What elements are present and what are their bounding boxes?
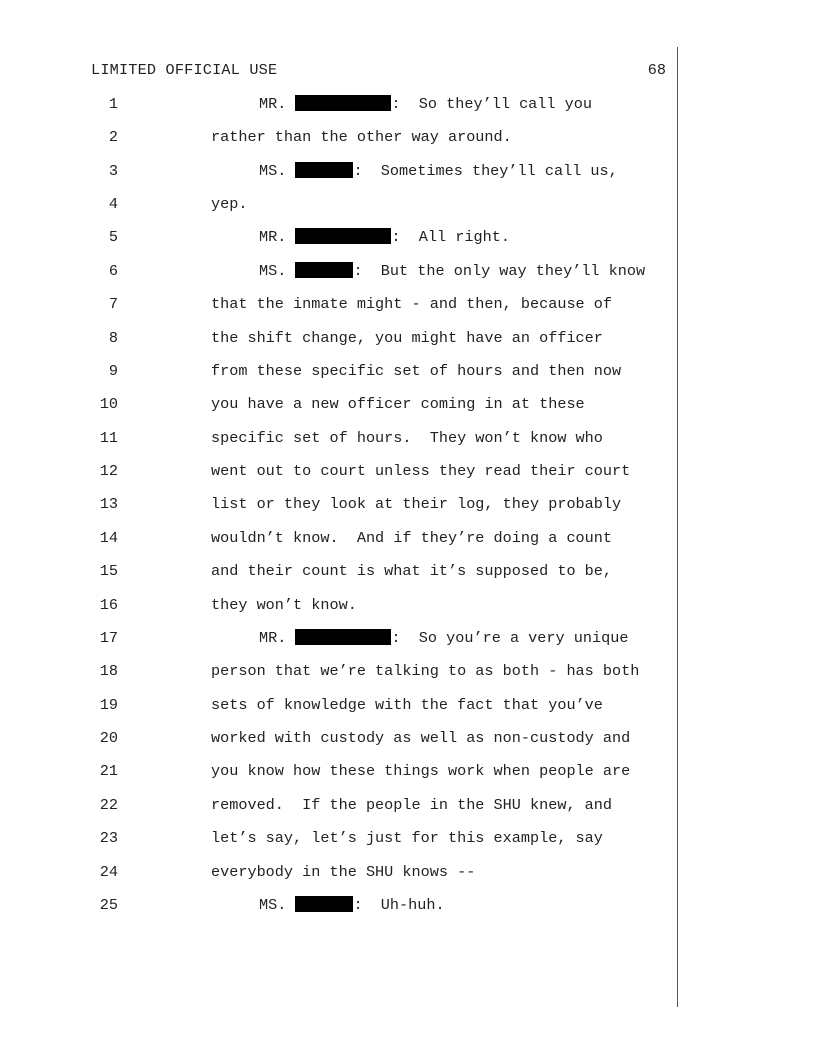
line-text: the shift change, you might have an officer — [211, 329, 603, 347]
line-text: you have a new officer coming in at these — [211, 395, 585, 413]
line-number: 15 — [99, 562, 118, 580]
line-text: wouldn’t know. And if they’re doing a count — [211, 529, 613, 547]
transcript-line — [0, 629, 816, 649]
speaker-line — [259, 95, 592, 113]
speaker-label: MR. — [259, 629, 287, 647]
transcript-line — [0, 495, 816, 515]
transcript-line — [0, 462, 816, 482]
line-text: : So you’re a very unique — [391, 629, 629, 647]
line-number: 3 — [108, 162, 118, 180]
transcript-line — [0, 195, 816, 215]
page-number: 68 — [647, 61, 666, 79]
transcript-line — [0, 295, 816, 315]
transcript-line — [0, 362, 816, 382]
line-number: 8 — [108, 329, 118, 347]
speaker-line — [259, 262, 645, 280]
transcript-line — [0, 429, 816, 449]
line-number: 13 — [99, 495, 118, 513]
redaction-box — [295, 629, 391, 645]
line-number: 17 — [99, 629, 118, 647]
line-text: : But the only way they’ll know — [353, 262, 646, 280]
line-text: you know how these things work when people are — [211, 762, 631, 780]
speaker-label: MS. — [259, 262, 287, 280]
speaker-label: MS. — [259, 896, 287, 914]
speaker-line — [259, 162, 618, 180]
transcript-line — [0, 395, 816, 415]
line-number: 7 — [108, 295, 118, 313]
speaker-line — [259, 228, 510, 246]
line-number: 4 — [108, 195, 118, 213]
speaker-label: MR. — [259, 228, 287, 246]
line-text: specific set of hours. They won’t know who — [211, 429, 603, 447]
line-text: from these specific set of hours and then now — [211, 362, 622, 380]
line-number: 25 — [99, 896, 118, 914]
transcript-line — [0, 162, 816, 182]
document-marking: LIMITED OFFICIAL USE — [91, 61, 278, 79]
line-number: 19 — [99, 696, 118, 714]
transcript-line — [0, 562, 816, 582]
line-number: 9 — [108, 362, 118, 380]
line-number: 22 — [99, 796, 118, 814]
line-number: 23 — [99, 829, 118, 847]
line-number: 24 — [99, 863, 118, 881]
speaker-label: MS. — [259, 162, 287, 180]
transcript-line — [0, 729, 816, 749]
line-text: : So they’ll call you — [391, 95, 592, 113]
transcript-line — [0, 596, 816, 616]
speaker-label: MR. — [259, 95, 287, 113]
redaction-box — [295, 95, 391, 111]
line-text: person that we’re talking to as both - has both — [211, 662, 640, 680]
line-number: 1 — [108, 95, 118, 113]
line-number: 18 — [99, 662, 118, 680]
redaction-box — [295, 162, 353, 178]
line-text: rather than the other way around. — [211, 128, 512, 146]
line-number: 10 — [99, 395, 118, 413]
line-number: 14 — [99, 529, 118, 547]
redaction-box — [295, 262, 353, 278]
line-text: everybody in the SHU knows -- — [211, 863, 476, 881]
transcript-line — [0, 228, 816, 248]
line-number: 12 — [99, 462, 118, 480]
transcript-line — [0, 896, 816, 916]
line-text: removed. If the people in the SHU knew, and — [211, 796, 613, 814]
transcript-line — [0, 863, 816, 883]
transcript-line — [0, 329, 816, 349]
line-text: : Sometimes they’ll call us, — [353, 162, 618, 180]
speaker-line — [259, 896, 445, 914]
transcript-line — [0, 95, 816, 115]
transcript-line — [0, 529, 816, 549]
transcript-line — [0, 128, 816, 148]
transcript-line — [0, 662, 816, 682]
redaction-box — [295, 228, 391, 244]
transcript-line — [0, 762, 816, 782]
line-number: 21 — [99, 762, 118, 780]
line-text: went out to court unless they read their court — [211, 462, 631, 480]
line-text: that the inmate might - and then, because of — [211, 295, 613, 313]
line-text: list or they look at their log, they probably — [211, 495, 622, 513]
line-number: 5 — [108, 228, 118, 246]
transcript-line — [0, 829, 816, 849]
line-text: yep. — [211, 195, 248, 213]
line-text: and their count is what it’s supposed to be, — [211, 562, 613, 580]
line-number: 6 — [108, 262, 118, 280]
line-number: 16 — [99, 596, 118, 614]
line-text: sets of knowledge with the fact that you’ve — [211, 696, 603, 714]
line-number: 20 — [99, 729, 118, 747]
line-text: worked with custody as well as non-custody and — [211, 729, 631, 747]
line-text: let’s say, let’s just for this example, say — [211, 829, 603, 847]
line-number: 2 — [108, 128, 118, 146]
transcript-line — [0, 796, 816, 816]
speaker-line — [259, 629, 628, 647]
line-text: : Uh-huh. — [353, 896, 445, 914]
line-number: 11 — [99, 429, 118, 447]
redaction-box — [295, 896, 353, 912]
transcript-line — [0, 262, 816, 282]
line-text: : All right. — [391, 228, 510, 246]
transcript-line — [0, 696, 816, 716]
line-text: they won’t know. — [211, 596, 357, 614]
